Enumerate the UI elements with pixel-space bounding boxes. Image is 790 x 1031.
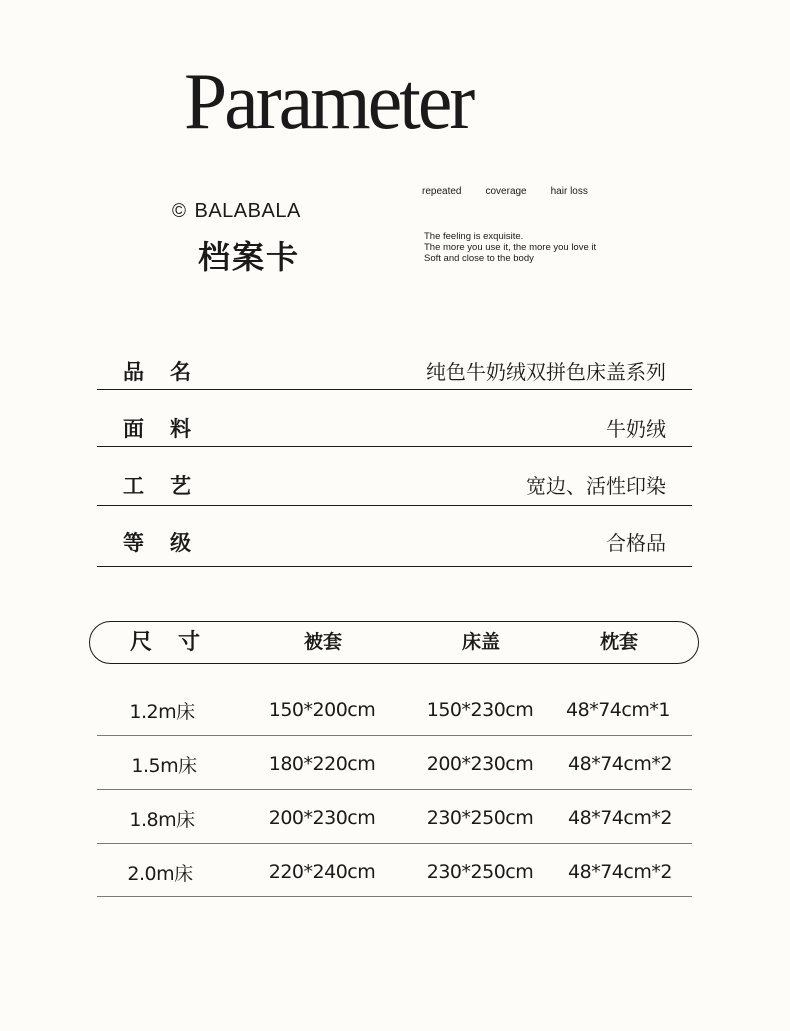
card-title: 档案卡 (198, 238, 301, 276)
info-row-craft (97, 447, 692, 506)
tag-item: coverage (485, 186, 527, 197)
info-label: 工艺 (123, 474, 217, 498)
cell-size: 2.0m床 (127, 863, 193, 885)
tag-item: hair loss (550, 186, 588, 197)
header-duvet: 被套 (303, 631, 342, 653)
info-label: 面料 (123, 417, 217, 441)
table-row (97, 843, 692, 897)
info-row-grade (97, 506, 692, 567)
cell-bedspread: 230*250cm (426, 861, 534, 883)
info-value: 牛奶绒 (606, 417, 666, 441)
table-row (97, 682, 692, 736)
brand-name: BALABALA (194, 200, 301, 222)
tag-list (422, 186, 612, 197)
cell-duvet: 220*240cm (268, 861, 376, 883)
info-label: 品名 (123, 360, 217, 384)
info-row-name (97, 347, 692, 390)
cell-pillowcase: 48*74cm*2 (568, 861, 672, 883)
size-table-header (89, 621, 699, 664)
tagline (424, 231, 596, 264)
tag-item: repeated (422, 186, 462, 197)
cell-bedspread: 230*250cm (426, 807, 534, 829)
cell-duvet: 200*230cm (268, 807, 376, 829)
table-row (97, 790, 692, 844)
brand (172, 200, 301, 223)
header-bedspread: 床盖 (461, 631, 500, 653)
info-label: 等级 (123, 531, 217, 555)
cell-size: 1.5m床 (131, 755, 197, 777)
tagline-line: The more you use it, the more you love it (424, 242, 597, 253)
cell-bedspread: 150*230cm (426, 699, 534, 721)
info-row-fabric (97, 390, 692, 447)
cell-pillowcase: 48*74cm*2 (568, 753, 672, 775)
cell-size: 1.2m床 (129, 701, 195, 723)
tagline-line: The feeling is exquisite. (424, 231, 524, 242)
table-row (97, 736, 692, 790)
cell-duvet: 180*220cm (268, 753, 376, 775)
cell-duvet: 150*200cm (268, 699, 376, 721)
tagline-line: Soft and close to the body (424, 253, 534, 264)
cell-size: 1.8m床 (129, 809, 195, 831)
header-size: 尺寸 (130, 630, 227, 655)
cell-bedspread: 200*230cm (426, 753, 534, 775)
copyright-icon: © (172, 201, 187, 222)
info-value: 宽边、活性印染 (526, 474, 666, 498)
cell-pillowcase: 48*74cm*2 (568, 807, 672, 829)
header-pillowcase: 枕套 (599, 631, 638, 653)
cell-pillowcase: 48*74cm*1 (566, 699, 670, 721)
info-value: 纯色牛奶绒双拼色床盖系列 (426, 360, 666, 384)
page-title: Parameter (184, 58, 473, 146)
info-value: 合格品 (606, 531, 666, 555)
